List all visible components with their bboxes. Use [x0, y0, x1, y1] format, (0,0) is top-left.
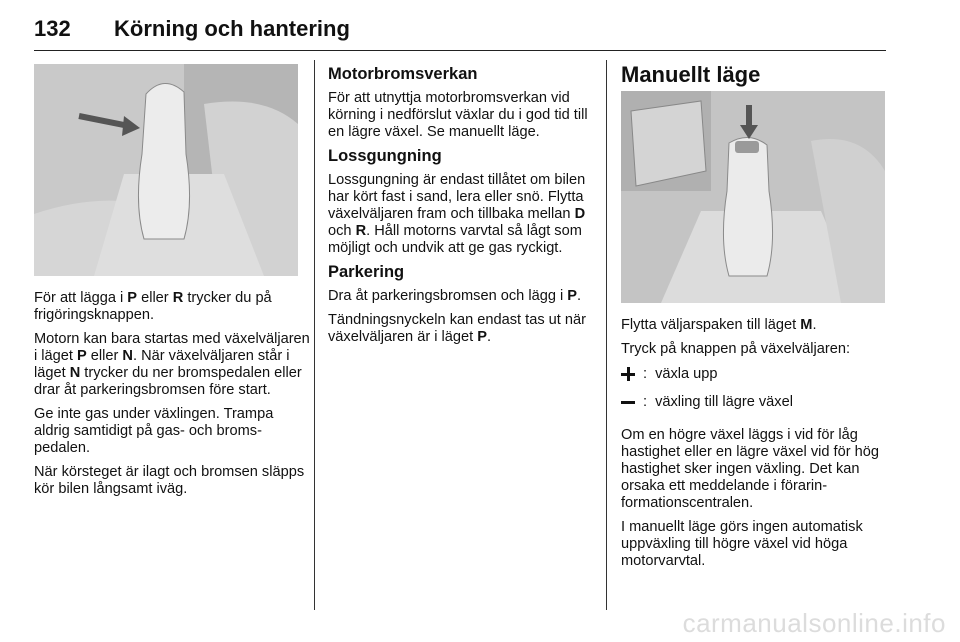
- shift-down-row: : växling till lägre växel: [621, 393, 897, 411]
- paragraph: Ge inte gas under växlingen. Trampa aldrig samtidigt på gas- och bromspedalen.: [34, 406, 274, 456]
- paragraph: I manuellt läge görs ingen automatisk uppväxling till högre växel vid höga motorvarvtal.: [621, 519, 863, 569]
- column-1: [34, 64, 310, 505]
- plus-icon: [621, 367, 635, 381]
- paragraph: Lossgungning är endast tillåtet om bilen har kört fast i sand, lera eller snö. Flytta växelväljaren fram och tillbaka mellan D och R. Håll motorns varvtal så lågt som möjligt och undvik att ge gas ryckigt.: [328, 172, 586, 256]
- paragraph: Om en högre växel läggs i vid för låg hastighet eller en lägre växel vid för hög hastighet sker ingen växling. Det kan orsaka ett meddelande i förarinformationscentralen.: [621, 427, 879, 511]
- column-divider: [606, 60, 607, 610]
- paragraph: Dra åt parkeringsbromsen och lägg i P.: [328, 288, 582, 304]
- column-3: [621, 62, 897, 577]
- minus-icon: [621, 395, 635, 409]
- shift-down-text: växling till lägre växel: [655, 393, 793, 410]
- gear-selector-illustration: [34, 64, 298, 276]
- paragraph: Motorn kan bara startas med växelväljaren i läget P eller N. När växelväljaren står i läget N trycker du ner bromspedalen eller drar åt parkeringsbromsen före start.: [34, 331, 310, 398]
- section-heading: Parkering: [328, 263, 405, 281]
- shift-up-row: : växla upp: [621, 365, 897, 383]
- manual-mode-illustration: [621, 91, 885, 303]
- paragraph: För att utnyttja motorbromsverkan vid körning i nedförslut växlar du i god tid till en lägre växel. Se manuellt läge.: [328, 90, 588, 140]
- page-header: [34, 16, 886, 50]
- page-number: 132: [34, 16, 71, 41]
- section-heading: Manuellt läge: [621, 62, 761, 87]
- paragraph: Tändningsnyckeln kan endast tas ut när växelväljaren är i läget P.: [328, 312, 586, 345]
- paragraph: För att lägga i P eller R trycker du på frigöringsknappen.: [34, 290, 272, 323]
- shift-up-text: växla upp: [655, 365, 718, 382]
- chapter-title: Körning och hantering: [114, 16, 350, 41]
- paragraph: Flytta väljarspaken till läget M.: [621, 317, 817, 333]
- paragraph: När körsteget är ilagt och bromsen släpps kör bilen långsamt iväg.: [34, 464, 305, 497]
- watermark: carmanualsonline.info: [682, 608, 946, 638]
- column-2: [328, 66, 604, 353]
- column-divider: [314, 60, 315, 610]
- section-heading: Motorbromsverkan: [328, 65, 478, 83]
- paragraph: Tryck på knappen på växelväljaren:: [621, 341, 851, 357]
- section-heading: Lossgungning: [328, 147, 442, 165]
- header-divider: [34, 50, 886, 51]
